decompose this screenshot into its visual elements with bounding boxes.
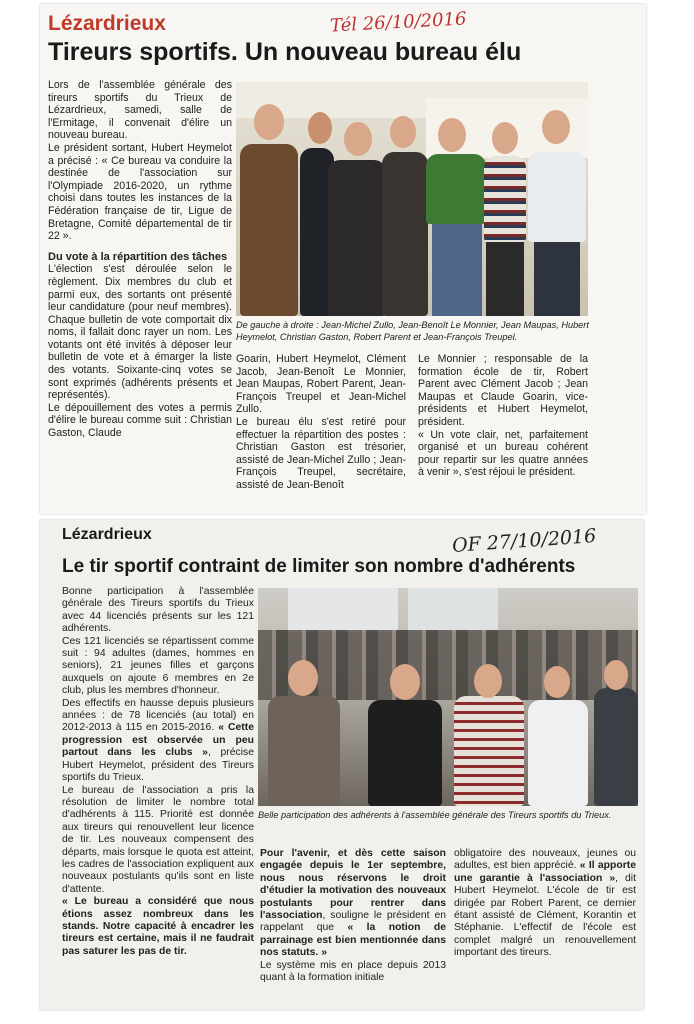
person [426, 154, 486, 224]
article-left-column [62, 586, 254, 958]
person-head [390, 116, 416, 148]
person-head [438, 118, 466, 152]
window [288, 588, 398, 632]
person [328, 160, 386, 316]
paragraph: Le président sortant, Hubert Heymelot a précisé : « Ce bureau va conduire la destinée de l'association sur l'Olympiade 2016-2020, un rythme choisi dans toutes les instances de la Fédération française de tir, Ligue de Bretagne, Comité départemental de tir 22 ». [48, 141, 232, 243]
person [484, 156, 526, 242]
article-middle-column [236, 353, 406, 492]
paragraph: L'élection s'est déroulée selon le règlement. Dix membres du club et parmi eux, des sortants ont présenté leur candidature (pour neuf membres). Chaque bulletin de vote comportait dix noms, il fallait donc rayer un nom. Les votants ont été invités à déposer leur bulletin de vote et à émarger la liste des votants. Soixante-cinq votes se sont exprimés (adhérents présents et représentés). [48, 263, 232, 402]
audience-rows [258, 630, 638, 700]
person-head [604, 660, 628, 690]
article-middle-column [260, 848, 446, 984]
handwritten-date: OF 27/10/2016 [451, 524, 597, 558]
person [454, 696, 524, 806]
person-head [344, 122, 372, 156]
paragraph [62, 896, 254, 958]
trousers [486, 242, 524, 316]
person [528, 700, 588, 806]
person [368, 700, 442, 806]
paragraph: Goarin, Hubert Heymelot, Clément Jacob, Jean-Benoît Le Monnier, Jean Maupas, Robert Parent, Jean-François Treupel et Jean-Michel Zullo. [236, 353, 406, 416]
person [268, 696, 340, 806]
paragraph: Bonne participation à l'assemblée générale des Tireurs sportifs du Trieux avec 44 licenciés présents sur les 121 adhérents. [62, 586, 254, 635]
photo-caption: Belle participation des adhérents à l'assemblée générale des Tireurs sportifs du Trieux. [258, 810, 612, 820]
article-kicker: Lézardrieux [48, 12, 166, 35]
article-kicker: Lézardrieux [62, 526, 152, 543]
person [240, 144, 298, 316]
person-head [288, 660, 318, 696]
handwritten-date: Tél 26/10/2016 [329, 8, 467, 37]
article-headline: Tireurs sportifs. Un nouveau bureau élu [48, 38, 522, 66]
paragraph: Le Monnier ; responsable de la formation école de tir, Robert Parent avec Clément Jacob ; Jean Maupas et Claude Goarin, vice-présidents et Hubert Heymelot, président. [418, 353, 588, 428]
person-head [492, 122, 518, 154]
paragraph: Le bureau de l'association a pris la résolution de limiter le nombre total d'adhérents à 115. Priorité est donnée aux tireurs qui renouvellent leur licence de tir. Les nouveaux compensent des départs, mais lorsque le quota est atteint, les cadres de l'association expliquent aux nouveaux postulants qu'ils sont en liste d'attente. [62, 784, 254, 895]
person-head [474, 664, 502, 698]
quote-bold: « Le bureau a considéré que nous étions assez nombreux dans les stands. Notre capacité à encadrer les tireurs est certaine, mais il ne faudrait pas saturer les pas de tir. [62, 896, 254, 957]
paragraph-text: obligatoire des nouveaux, jeunes ou adultes, est bien apprécié. [454, 848, 636, 872]
paragraph-text: Des effectifs en hausse depuis plusieurs années : de 78 licenciés (au total) en 2012-2013 à 115 en 2015-2016. [62, 697, 254, 734]
jeans [432, 224, 482, 316]
paragraph-text: , dit Hubert Heymelot. L'école de tir est dirigée par Robert Parent, ce dernier étant assisté de Clément, Korantin et Stéphanie. L'effectif de l'école est complet malgré un renouvellement important des tireurs. [454, 872, 637, 959]
article-headline: Le tir sportif contraint de limiter son nombre d'adhérents [62, 556, 576, 577]
person [382, 152, 428, 316]
article-subhead: Du vote à la répartition des tâches [48, 250, 228, 263]
paragraph-text: , précise Hubert Heymelot, président des Tireurs sportifs du Trieux. [62, 747, 254, 784]
paragraph: Le système mis en place depuis 2013 quant à la formation initiale [260, 959, 446, 984]
person [528, 152, 586, 242]
article-left-column [48, 79, 232, 440]
person-head [544, 666, 570, 698]
window [408, 588, 498, 632]
paragraph: Le dépouillement des votes a permis d'élire le bureau comme suit : Christian Gaston, Claude [48, 401, 232, 440]
paragraph-text: , souligne le président en rappelant que [260, 910, 446, 934]
person [594, 688, 638, 806]
paragraph [260, 848, 446, 960]
person-head [254, 104, 284, 140]
article-clipping-2 [40, 520, 644, 1010]
quote-bold: Pour l'avenir, et dès cette saison engagée depuis le 1er septembre, nous nous réservons le droit d'étudier la motivation des nouveaux postulants pour rentrer dans l'association [260, 848, 446, 922]
paragraph [454, 848, 636, 960]
paragraph: Ces 121 licenciés se répartissent comme suit : 94 adultes (dames, hommes en seniors), 21 jeunes filles et garçons auxquels on ajoute 6 membres en 2e club, plus les membres d'honneur. [62, 635, 254, 697]
person-head [390, 664, 420, 700]
article-clipping-1 [40, 4, 646, 514]
article-right-column [418, 353, 588, 479]
trousers [534, 242, 580, 316]
paragraph [62, 698, 254, 785]
photo-caption: De gauche à droite : Jean-Michel Zullo, Jean-Benoît Le Monnier, Jean Maupas, Hubert Heymelot, Christian Gaston, Robert Parent et Jean-François Treupel. [236, 320, 589, 342]
quote-bold: « Cette progression est observée un peu partout dans les clubs » [62, 722, 255, 759]
group-photo-bureau [236, 82, 588, 316]
paragraph: Le bureau élu s'est retiré pour effectuer la répartition des postes : Christian Gaston est trésorier, assisté de Jean-Michel Zullo ; Jean-François Treupel, secrétaire, assisté de Jean-Benoît [236, 415, 406, 491]
quote-bold: « Il apporte une garantie à l'association » [454, 860, 636, 884]
article-right-column [454, 848, 636, 960]
audience-photo [258, 588, 638, 806]
paragraph: Lors de l'assemblée générale des tireurs sportifs du Trieux de Lézardrieux, samedi, salle de l'Ermitage, il convenait d'élire un nouveau bureau. [48, 79, 232, 142]
quote-bold: « la notion de parrainage est bien mentionnée dans nos statuts. » [260, 922, 446, 959]
person-head [542, 110, 570, 144]
paragraph: « Un vote clair, net, parfaitement organisé et un bureau cohérent pour repartir sur les quatre années à venir », s'est réjoui le président. [418, 428, 588, 479]
person-head [308, 112, 332, 144]
